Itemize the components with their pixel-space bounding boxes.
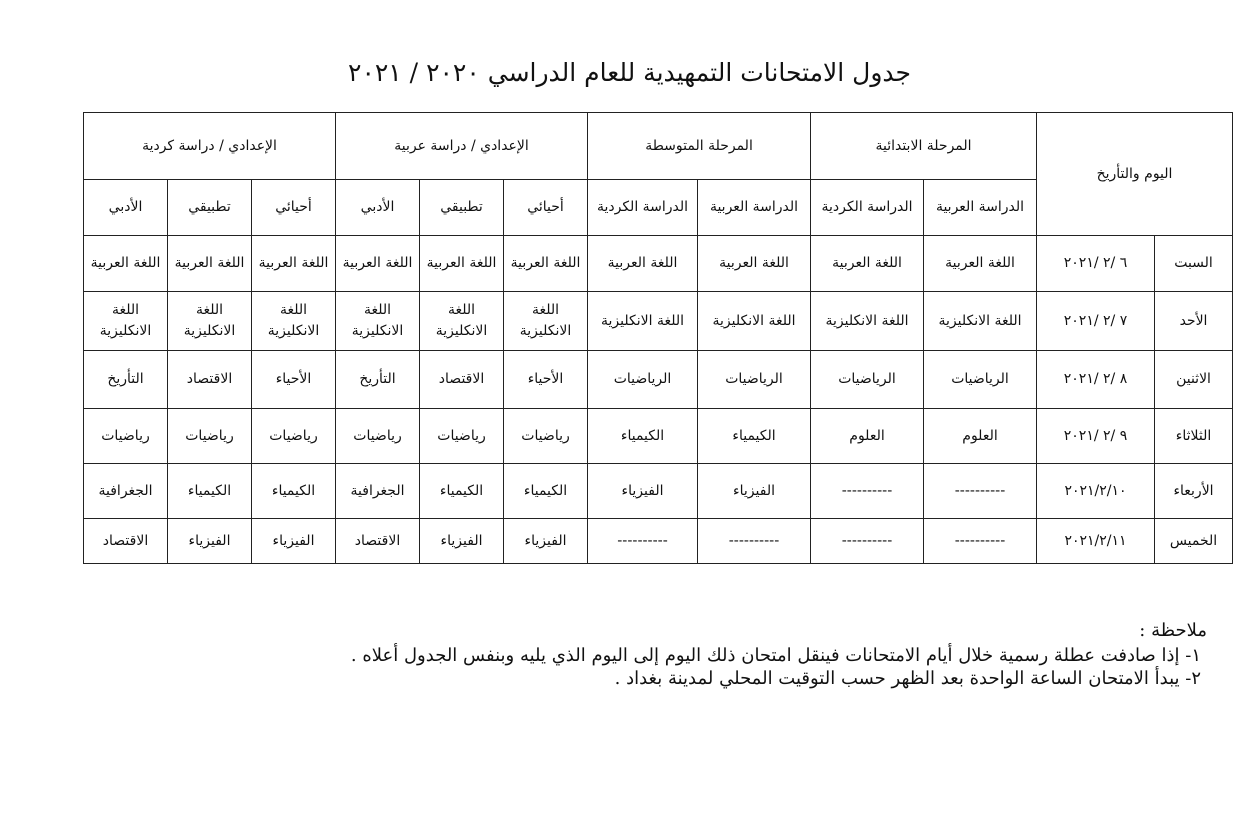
- subject-cell: التأريخ: [336, 351, 420, 409]
- subject-cell: الرياضيات: [811, 351, 924, 409]
- subject-cell: الأحياء: [504, 351, 588, 409]
- subject-cell: الاقتصاد: [420, 351, 504, 409]
- subheader: الدراسة العربية: [698, 180, 811, 236]
- subheader: الدراسة الكردية: [811, 180, 924, 236]
- table-row: [84, 236, 1233, 292]
- subject-cell: اللغة العربية: [698, 236, 811, 292]
- subject-cell: الرياضيات: [588, 351, 698, 409]
- subheader: تطبيقي: [420, 180, 504, 236]
- header-row-stages: [84, 113, 1233, 180]
- notes-label: ملاحظة :: [1139, 620, 1207, 641]
- subject-cell: اللغة الانكليزية: [252, 292, 336, 351]
- subject-cell: اللغة العربية: [811, 236, 924, 292]
- subject-cell: الاقتصاد: [168, 351, 252, 409]
- stage-header-preparatory-arabic: الإعدادي / دراسة عربية: [336, 113, 588, 180]
- subject-cell: التأريخ: [84, 351, 168, 409]
- subject-cell: الكيمياء: [588, 409, 698, 464]
- day-cell: السبت: [1155, 236, 1233, 292]
- subject-cell: اللغة الانكليزية: [336, 292, 420, 351]
- table-row: [84, 519, 1233, 564]
- subject-cell: اللغة العربية: [588, 236, 698, 292]
- date-cell: ٢٠٢١/٢/١٠: [1037, 464, 1155, 519]
- date-cell: ٦ /٢ /٢٠٢١: [1037, 236, 1155, 292]
- subheader: الأدبي: [336, 180, 420, 236]
- table-row: [84, 464, 1233, 519]
- subject-cell: الفيزياء: [504, 519, 588, 564]
- subject-cell: ----------: [924, 519, 1037, 564]
- subheader: تطبيقي: [168, 180, 252, 236]
- subject-cell: اللغة الانكليزية: [84, 292, 168, 351]
- subject-cell: اللغة العربية: [504, 236, 588, 292]
- subject-cell: الاقتصاد: [84, 519, 168, 564]
- subject-cell: اللغة الانكليزية: [168, 292, 252, 351]
- subject-cell: ----------: [588, 519, 698, 564]
- subject-cell: الفيزياء: [588, 464, 698, 519]
- subject-cell: اللغة الانكليزية: [811, 292, 924, 351]
- subject-cell: الكيمياء: [252, 464, 336, 519]
- subject-cell: اللغة العربية: [336, 236, 420, 292]
- subject-cell: اللغة العربية: [420, 236, 504, 292]
- subject-cell: رياضيات: [420, 409, 504, 464]
- exam-schedule-table: [83, 112, 1233, 564]
- day-cell: الأحد: [1155, 292, 1233, 351]
- day-cell: الأربعاء: [1155, 464, 1233, 519]
- date-cell: ٨ /٢ /٢٠٢١: [1037, 351, 1155, 409]
- subheader: الدراسة العربية: [924, 180, 1037, 236]
- subject-cell: الجغرافية: [336, 464, 420, 519]
- subject-cell: اللغة الانكليزية: [698, 292, 811, 351]
- subject-cell: العلوم: [811, 409, 924, 464]
- subject-cell: الرياضيات: [924, 351, 1037, 409]
- subject-cell: رياضيات: [168, 409, 252, 464]
- subject-cell: الفيزياء: [252, 519, 336, 564]
- subject-cell: اللغة العربية: [924, 236, 1037, 292]
- subject-cell: الكيمياء: [420, 464, 504, 519]
- note-item: ١- إذا صادفت عطلة رسمية خلال أيام الامتحانات فينقل امتحان ذلك اليوم إلى اليوم الذي يليه وبنفس الجدول أعلاه .: [350, 645, 1201, 666]
- note-item: ٢- يبدأ الامتحان الساعة الواحدة بعد الظهر حسب التوقيت المحلي لمدينة بغداد .: [614, 668, 1201, 689]
- subject-cell: رياضيات: [504, 409, 588, 464]
- subject-cell: اللغة الانكليزية: [420, 292, 504, 351]
- page-title: جدول الامتحانات التمهيدية للعام الدراسي ٢٠٢٠ / ٢٠٢١: [348, 58, 911, 87]
- subject-cell: اللغة العربية: [252, 236, 336, 292]
- stage-header-intermediate: المرحلة المتوسطة: [588, 113, 811, 180]
- day-cell: الثلاثاء: [1155, 409, 1233, 464]
- stage-header-primary: المرحلة الابتدائية: [811, 113, 1037, 180]
- table-row: [84, 409, 1233, 464]
- table-row: [84, 351, 1233, 409]
- subject-cell: الأحياء: [252, 351, 336, 409]
- subject-cell: رياضيات: [336, 409, 420, 464]
- subheader: أحيائي: [504, 180, 588, 236]
- subject-cell: رياضيات: [252, 409, 336, 464]
- subject-cell: الفيزياء: [698, 464, 811, 519]
- subheader: الدراسة الكردية: [588, 180, 698, 236]
- subheader: أحيائي: [252, 180, 336, 236]
- subject-cell: اللغة الانكليزية: [588, 292, 698, 351]
- subject-cell: ----------: [811, 519, 924, 564]
- subject-cell: اللغة الانكليزية: [504, 292, 588, 351]
- subject-cell: الرياضيات: [698, 351, 811, 409]
- date-cell: ٢٠٢١/٢/١١: [1037, 519, 1155, 564]
- subject-cell: اللغة الانكليزية: [924, 292, 1037, 351]
- subject-cell: اللغة العربية: [84, 236, 168, 292]
- subject-cell: الكيمياء: [698, 409, 811, 464]
- subject-cell: ----------: [698, 519, 811, 564]
- stage-header-preparatory-kurdish: الإعدادي / دراسة كردية: [84, 113, 336, 180]
- day-cell: الخميس: [1155, 519, 1233, 564]
- day-date-header: اليوم والتأريخ: [1037, 113, 1233, 236]
- subject-cell: الكيمياء: [504, 464, 588, 519]
- date-cell: ٩ /٢ /٢٠٢١: [1037, 409, 1155, 464]
- table-row: [84, 292, 1233, 351]
- subject-cell: الفيزياء: [168, 519, 252, 564]
- notes-section: [57, 620, 1207, 691]
- subject-cell: ----------: [924, 464, 1037, 519]
- subject-cell: الجغرافية: [84, 464, 168, 519]
- date-cell: ٧ /٢ /٢٠٢١: [1037, 292, 1155, 351]
- subheader: الأدبي: [84, 180, 168, 236]
- subject-cell: الاقتصاد: [336, 519, 420, 564]
- day-cell: الاثنين: [1155, 351, 1233, 409]
- subject-cell: العلوم: [924, 409, 1037, 464]
- subject-cell: الكيمياء: [168, 464, 252, 519]
- subject-cell: اللغة العربية: [168, 236, 252, 292]
- subject-cell: الفيزياء: [420, 519, 504, 564]
- subject-cell: رياضيات: [84, 409, 168, 464]
- subject-cell: ----------: [811, 464, 924, 519]
